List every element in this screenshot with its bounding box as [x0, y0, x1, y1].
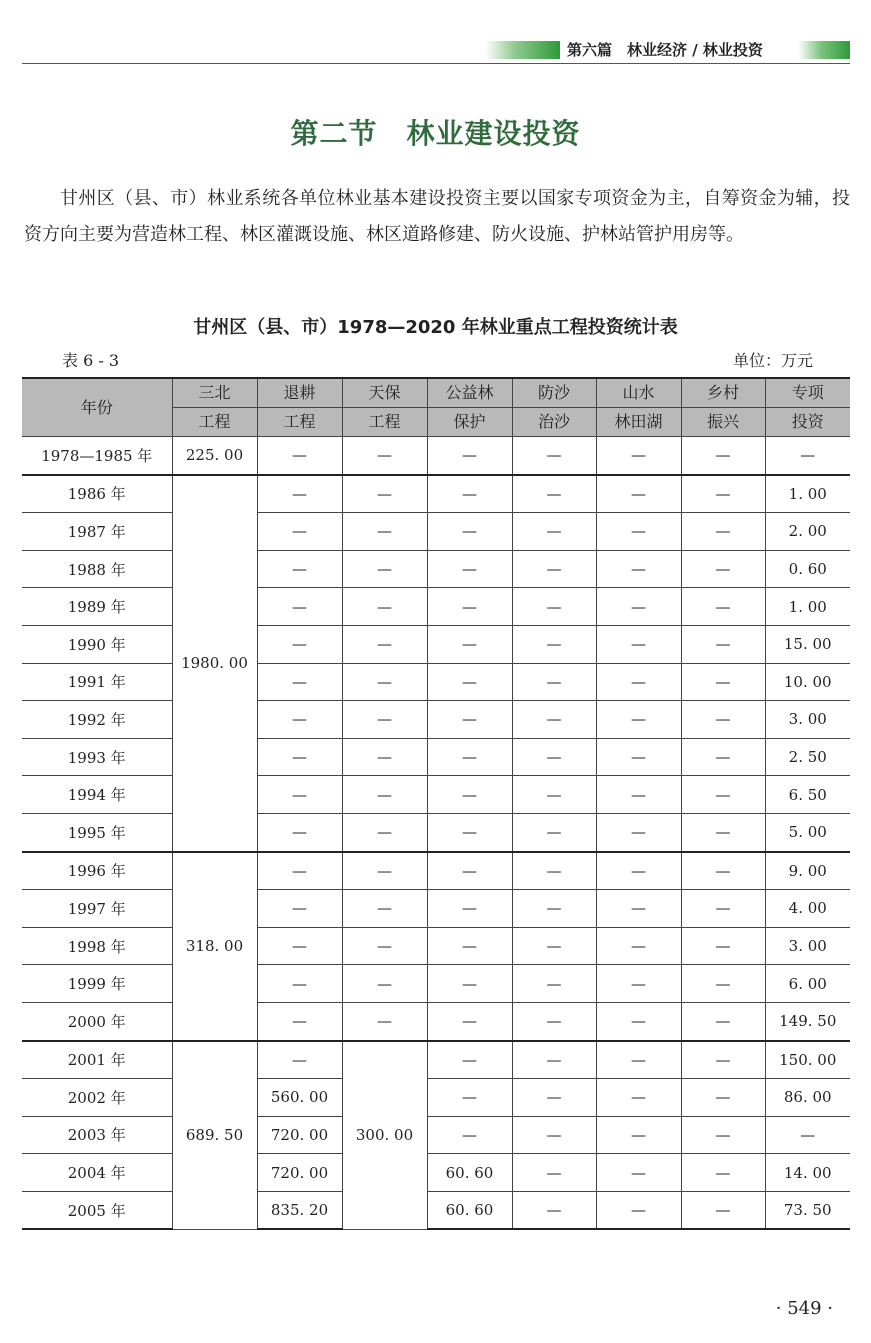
cell-xiangcun: — — [681, 965, 765, 1003]
cell-tianbao: — — [342, 852, 427, 890]
cell-zhuanxiang: 4. 00 — [765, 890, 850, 928]
table-row — [22, 1191, 850, 1229]
cell-xiangcun: — — [681, 1154, 765, 1192]
table-row — [22, 550, 850, 588]
table-row — [22, 813, 850, 851]
cell-tianbao: — — [342, 625, 427, 663]
table-row — [22, 776, 850, 814]
cell-fangsha: — — [512, 738, 596, 776]
cell-zhuanxiang: 1. 00 — [765, 588, 850, 626]
cell-tianbao: — — [342, 776, 427, 814]
header-section-label: 第六篇 林业经济 / 林业投资 — [567, 41, 763, 59]
cell-xiangcun: — — [681, 776, 765, 814]
cell-year: 1995 年 — [22, 813, 172, 851]
cell-year: 2005 年 — [22, 1191, 172, 1229]
col-header-fangsha-line2: 治沙 — [512, 408, 596, 437]
cell-tuigeng: 720. 00 — [257, 1154, 342, 1192]
table-number: 表 6 - 3 — [62, 351, 120, 370]
cell-gongyi: — — [427, 813, 512, 851]
cell-gongyi: — — [427, 475, 512, 513]
cell-tuigeng: 720. 00 — [257, 1116, 342, 1154]
cell-shanshui: — — [596, 776, 681, 814]
cell-shanshui: — — [596, 813, 681, 851]
table-row — [22, 1154, 850, 1192]
cell-fangsha: — — [512, 550, 596, 588]
table-row — [22, 701, 850, 739]
cell-year: 2000 年 — [22, 1002, 172, 1040]
cell-fangsha: — — [512, 1041, 596, 1079]
cell-zhuanxiang: — — [765, 1116, 850, 1154]
cell-zhuanxiang: 5. 00 — [765, 813, 850, 851]
cell-zhuanxiang: 73. 50 — [765, 1191, 850, 1229]
table-row — [22, 965, 850, 1003]
cell-zhuanxiang: 15. 00 — [765, 625, 850, 663]
col-header-gongyi-line2: 保护 — [427, 408, 512, 437]
cell-gongyi: — — [427, 625, 512, 663]
cell-tuigeng: — — [257, 965, 342, 1003]
cell-zhuanxiang: 6. 00 — [765, 965, 850, 1003]
cell-xiangcun: — — [681, 1191, 765, 1229]
cell-gongyi: 60. 60 — [427, 1154, 512, 1192]
cell-zhuanxiang: 2. 00 — [765, 513, 850, 551]
table-row — [22, 1116, 850, 1154]
cell-fangsha: — — [512, 852, 596, 890]
cell-shanshui: — — [596, 437, 681, 475]
cell-shanshui: — — [596, 588, 681, 626]
col-header-xiangcun-line2: 振兴 — [681, 408, 765, 437]
cell-gongyi: — — [427, 927, 512, 965]
cell-tianbao: — — [342, 738, 427, 776]
col-header-tuigeng-line2: 工程 — [257, 408, 342, 437]
cell-tuigeng: 835. 20 — [257, 1191, 342, 1229]
cell-year: 2001 年 — [22, 1041, 172, 1079]
cell-sanbei: 1980. 00 — [172, 475, 257, 852]
cell-tuigeng: 560. 00 — [257, 1079, 342, 1117]
cell-shanshui: — — [596, 890, 681, 928]
cell-tianbao: — — [342, 813, 427, 851]
cell-year: 1993 年 — [22, 738, 172, 776]
cell-gongyi: — — [427, 588, 512, 626]
cell-fangsha: — — [512, 776, 596, 814]
table-row — [22, 1002, 850, 1040]
cell-fangsha: — — [512, 1002, 596, 1040]
table-row — [22, 625, 850, 663]
cell-tuigeng: — — [257, 1002, 342, 1040]
table-row — [22, 890, 850, 928]
cell-gongyi: — — [427, 1002, 512, 1040]
cell-tuigeng: — — [257, 701, 342, 739]
table-row — [22, 1041, 850, 1079]
cell-xiangcun: — — [681, 550, 765, 588]
table-unit: 单位：万元 — [732, 351, 813, 370]
cell-tianbao: — — [342, 701, 427, 739]
table-row — [22, 437, 850, 475]
cell-shanshui: — — [596, 1116, 681, 1154]
cell-fangsha: — — [512, 1191, 596, 1229]
table-row — [22, 513, 850, 551]
cell-shanshui: — — [596, 701, 681, 739]
col-header-xiangcun: 乡村 — [681, 378, 765, 408]
cell-xiangcun: — — [681, 1041, 765, 1079]
col-header-tianbao-line2: 工程 — [342, 408, 427, 437]
cell-tianbao: — — [342, 475, 427, 513]
cell-zhuanxiang: 1. 00 — [765, 475, 850, 513]
cell-shanshui: — — [596, 738, 681, 776]
cell-xiangcun: — — [681, 1079, 765, 1117]
col-header-sanbei-line2: 工程 — [172, 408, 257, 437]
cell-xiangcun: — — [681, 1116, 765, 1154]
cell-fangsha: — — [512, 513, 596, 551]
cell-sanbei: 225. 00 — [172, 437, 257, 475]
cell-tuigeng: — — [257, 813, 342, 851]
cell-gongyi: — — [427, 437, 512, 475]
cell-year: 1994 年 — [22, 776, 172, 814]
cell-tuigeng: — — [257, 776, 342, 814]
cell-gongyi: — — [427, 776, 512, 814]
cell-year: 1997 年 — [22, 890, 172, 928]
cell-tianbao: 300. 00 — [342, 1041, 427, 1230]
table-row — [22, 663, 850, 701]
col-header-shanshui-line2: 林田湖 — [596, 408, 681, 437]
cell-gongyi: — — [427, 1079, 512, 1117]
cell-gongyi: — — [427, 738, 512, 776]
cell-tuigeng: — — [257, 738, 342, 776]
cell-tianbao: — — [342, 663, 427, 701]
cell-shanshui: — — [596, 852, 681, 890]
cell-zhuanxiang: 2. 50 — [765, 738, 850, 776]
cell-gongyi: — — [427, 852, 512, 890]
cell-year: 1978—1985 年 — [22, 437, 172, 475]
col-header-tuigeng: 退耕 — [257, 378, 342, 408]
cell-xiangcun: — — [681, 437, 765, 475]
cell-tuigeng: — — [257, 588, 342, 626]
cell-year: 2003 年 — [22, 1116, 172, 1154]
cell-sanbei: 689. 50 — [172, 1041, 257, 1230]
cell-tuigeng: — — [257, 663, 342, 701]
cell-zhuanxiang: 14. 00 — [765, 1154, 850, 1192]
cell-zhuanxiang: 149. 50 — [765, 1002, 850, 1040]
cell-shanshui: — — [596, 927, 681, 965]
cell-year: 1992 年 — [22, 701, 172, 739]
cell-fangsha: — — [512, 437, 596, 475]
cell-fangsha: — — [512, 927, 596, 965]
cell-tuigeng: — — [257, 625, 342, 663]
cell-shanshui: — — [596, 1191, 681, 1229]
cell-year: 1998 年 — [22, 927, 172, 965]
section-title: 第二节 林业建设投资 — [290, 117, 581, 150]
cell-tianbao: — — [342, 513, 427, 551]
cell-year: 1991 年 — [22, 663, 172, 701]
table-title: 甘州区（县、市）1978—2020 年林业重点工程投资统计表 — [193, 317, 678, 338]
cell-xiangcun: — — [681, 813, 765, 851]
cell-shanshui: — — [596, 513, 681, 551]
cell-year: 1986 年 — [22, 475, 172, 513]
cell-gongyi: — — [427, 965, 512, 1003]
cell-xiangcun: — — [681, 701, 765, 739]
cell-tianbao: — — [342, 965, 427, 1003]
cell-zhuanxiang: 0. 60 — [765, 550, 850, 588]
cell-tuigeng: — — [257, 475, 342, 513]
cell-xiangcun: — — [681, 890, 765, 928]
cell-sanbei: 318. 00 — [172, 852, 257, 1041]
page-number: · 549 · — [775, 1298, 833, 1319]
intro-paragraph: 甘州区（县、市）林业系统各单位林业基本建设投资主要以国家专项资金为主，自筹资金为辅，投资方向主要为营造林工程、林区灌溉设施、林区道路修建、防火设施、护林站管护用房等。 — [24, 188, 850, 245]
cell-fangsha: — — [512, 625, 596, 663]
cell-year: 2004 年 — [22, 1154, 172, 1192]
cell-zhuanxiang: 10. 00 — [765, 663, 850, 701]
cell-shanshui: — — [596, 1041, 681, 1079]
cell-tuigeng: — — [257, 852, 342, 890]
cell-fangsha: — — [512, 663, 596, 701]
cell-gongyi: — — [427, 663, 512, 701]
table-row — [22, 588, 850, 626]
investment-table — [22, 377, 850, 1230]
cell-fangsha: — — [512, 588, 596, 626]
table-row — [22, 475, 850, 513]
cell-xiangcun: — — [681, 513, 765, 551]
cell-xiangcun: — — [681, 663, 765, 701]
cell-tianbao: — — [342, 437, 427, 475]
cell-gongyi: 60. 60 — [427, 1191, 512, 1229]
cell-tianbao: — — [342, 550, 427, 588]
cell-fangsha: — — [512, 965, 596, 1003]
header-decoration-left — [485, 41, 560, 59]
cell-year: 1987 年 — [22, 513, 172, 551]
cell-shanshui: — — [596, 1154, 681, 1192]
col-header-zhuanxiang-line2: 投资 — [765, 408, 850, 437]
table-header — [22, 378, 850, 437]
cell-zhuanxiang: 3. 00 — [765, 927, 850, 965]
cell-zhuanxiang: — — [765, 437, 850, 475]
cell-shanshui: — — [596, 663, 681, 701]
cell-zhuanxiang: 150. 00 — [765, 1041, 850, 1079]
col-header-zhuanxiang: 专项 — [765, 378, 850, 408]
cell-gongyi: — — [427, 701, 512, 739]
col-header-shanshui: 山水 — [596, 378, 681, 408]
cell-year: 1999 年 — [22, 965, 172, 1003]
col-header-fangsha: 防沙 — [512, 378, 596, 408]
cell-shanshui: — — [596, 550, 681, 588]
cell-xiangcun: — — [681, 588, 765, 626]
table-row — [22, 927, 850, 965]
cell-xiangcun: — — [681, 625, 765, 663]
cell-fangsha: — — [512, 890, 596, 928]
cell-gongyi: — — [427, 1116, 512, 1154]
page-header — [22, 38, 850, 64]
cell-gongyi: — — [427, 513, 512, 551]
cell-shanshui: — — [596, 965, 681, 1003]
cell-tuigeng: — — [257, 1041, 342, 1079]
cell-xiangcun: — — [681, 475, 765, 513]
cell-tianbao: — — [342, 1002, 427, 1040]
cell-shanshui: — — [596, 1002, 681, 1040]
cell-tianbao: — — [342, 927, 427, 965]
cell-tianbao: — — [342, 588, 427, 626]
cell-year: 2002 年 — [22, 1079, 172, 1117]
cell-shanshui: — — [596, 625, 681, 663]
cell-year: 1990 年 — [22, 625, 172, 663]
table-row — [22, 852, 850, 890]
cell-gongyi: — — [427, 1041, 512, 1079]
cell-fangsha: — — [512, 1154, 596, 1192]
cell-shanshui: — — [596, 475, 681, 513]
cell-fangsha: — — [512, 475, 596, 513]
cell-fangsha: — — [512, 813, 596, 851]
table-body — [22, 437, 850, 1230]
cell-fangsha: — — [512, 701, 596, 739]
col-header-sanbei: 三北 — [172, 378, 257, 408]
cell-gongyi: — — [427, 550, 512, 588]
cell-shanshui: — — [596, 1079, 681, 1117]
cell-tuigeng: — — [257, 927, 342, 965]
cell-tuigeng: — — [257, 550, 342, 588]
cell-xiangcun: — — [681, 738, 765, 776]
cell-xiangcun: — — [681, 852, 765, 890]
cell-zhuanxiang: 3. 00 — [765, 701, 850, 739]
col-header-tianbao: 天保 — [342, 378, 427, 408]
col-header-year: 年份 — [22, 378, 172, 437]
cell-year: 1996 年 — [22, 852, 172, 890]
cell-tuigeng: — — [257, 513, 342, 551]
cell-tuigeng: — — [257, 890, 342, 928]
table-row — [22, 738, 850, 776]
cell-xiangcun: — — [681, 927, 765, 965]
cell-gongyi: — — [427, 890, 512, 928]
cell-tuigeng: — — [257, 437, 342, 475]
header-decoration-right — [798, 41, 850, 59]
cell-zhuanxiang: 6. 50 — [765, 776, 850, 814]
cell-tianbao: — — [342, 890, 427, 928]
cell-year: 1988 年 — [22, 550, 172, 588]
header-rule — [22, 63, 850, 64]
cell-zhuanxiang: 86. 00 — [765, 1079, 850, 1117]
cell-zhuanxiang: 9. 00 — [765, 852, 850, 890]
cell-year: 1989 年 — [22, 588, 172, 626]
cell-xiangcun: — — [681, 1002, 765, 1040]
table-row — [22, 1079, 850, 1117]
col-header-gongyi: 公益林 — [427, 378, 512, 408]
cell-fangsha: — — [512, 1079, 596, 1117]
cell-fangsha: — — [512, 1116, 596, 1154]
